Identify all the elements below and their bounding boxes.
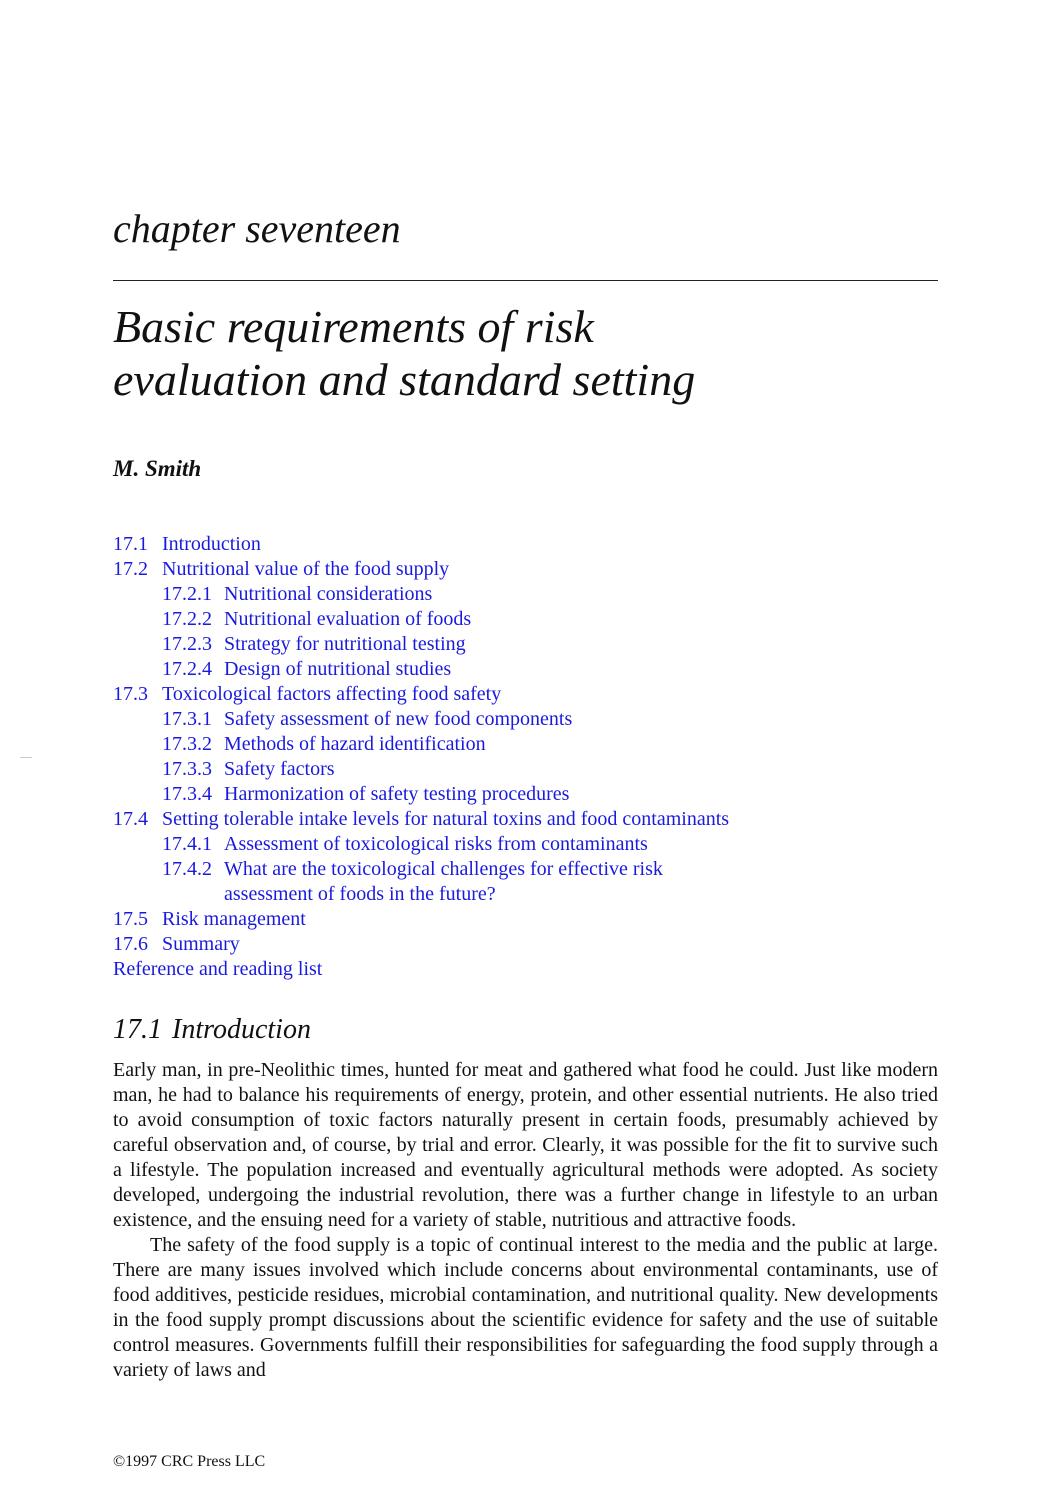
toc-item-17-3-4[interactable] — [113, 782, 938, 807]
toc-title: Nutritional evaluation of foods — [224, 608, 472, 630]
toc-title: What are the toxicological challenges for effective risk — [224, 858, 663, 880]
toc-title: Nutritional value of the food supply — [162, 558, 450, 580]
chapter-title-line: Basic requirements of risk — [113, 301, 594, 352]
body-paragraph: Early man, in pre-Neolithic times, hunted for meat and gathered what food he could. Just like modern man, he had to balance his requirements of energy, protein, and other essential nutrients. He also tried to avoid consumption of toxic factors naturally present in certain foods, presumably achieved by careful observation and, of course, by trial and error. Clearly, it was possible for the fit to survive such a lifestyle. The population increased and eventually agricultural methods were adopted. As society developed, undergoing the industrial revolution, there was a further change in lifestyle to an urban existence, and the ensuing need for a variety of stable, nutritious and attractive foods. — [113, 1059, 938, 1231]
toc-number: 17.2.1 — [162, 583, 212, 605]
body-paragraph: The safety of the food supply is a topic of continual interest to the media and the public at large. There are many issues involved which include concerns about environmental contaminants, use of food additives, pesticide residues, microbial contamination, and nutritional quality. New developments in the food supply prompt discussions about the scientific evidence for safety and the use of suitable control measures. Governments fulfill their responsibilities for safeguarding the food supply through a variety of laws and — [113, 1234, 938, 1381]
toc-number: 17.4.1 — [162, 833, 212, 855]
chapter-label: chapter seventeen — [113, 206, 401, 251]
copyright-footer: ©1997 CRC Press LLC — [113, 1453, 266, 1470]
margin-mark — [20, 757, 32, 758]
toc-item-17-3-2[interactable] — [113, 732, 938, 757]
toc-number: 17.4 — [113, 808, 148, 830]
toc-title: Strategy for nutritional testing — [224, 633, 466, 655]
toc-title: Risk management — [162, 908, 306, 930]
toc-item-17-2-4[interactable] — [113, 657, 938, 682]
toc-number: 17.6 — [113, 933, 148, 955]
toc-title: Safety assessment of new food components — [224, 708, 573, 730]
section-number: 17.1 — [113, 1014, 162, 1045]
toc-title: Design of nutritional studies — [224, 658, 452, 680]
toc-number: 17.1 — [113, 533, 148, 555]
toc-item-17-2-3[interactable] — [113, 632, 938, 657]
title-rule — [113, 280, 938, 281]
toc-item-17-4-2-continuation[interactable] — [113, 882, 938, 907]
toc-number: 17.3.4 — [162, 783, 212, 805]
toc-number: 17.5 — [113, 908, 148, 930]
toc-number: 17.2 — [113, 558, 148, 580]
toc-item-17-3-3[interactable] — [113, 757, 938, 782]
toc-number: 17.3.3 — [162, 758, 212, 780]
toc-title: Harmonization of safety testing procedures — [224, 783, 570, 805]
chapter-title — [113, 300, 938, 406]
toc-item-17-1[interactable] — [113, 532, 938, 557]
toc-number: 17.2.4 — [162, 658, 212, 680]
toc-number: 17.3.1 — [162, 708, 212, 730]
toc-item-17-3[interactable] — [113, 682, 938, 707]
toc-item-17-6[interactable] — [113, 932, 938, 957]
toc-item-17-2-2[interactable] — [113, 607, 938, 632]
toc-title: Toxicological factors affecting food safety — [162, 683, 502, 705]
toc-item-17-3-1[interactable] — [113, 707, 938, 732]
toc-number: 17.3 — [113, 683, 148, 705]
table-of-contents — [113, 532, 938, 982]
toc-title: Assessment of toxicological risks from contaminants — [224, 833, 648, 855]
toc-number: 17.2.3 — [162, 633, 212, 655]
section-title: Introduction — [172, 1014, 311, 1045]
toc-item-17-2-1[interactable] — [113, 582, 938, 607]
toc-title: Nutritional considerations — [224, 583, 433, 605]
toc-item-17-4-2[interactable] — [113, 857, 938, 882]
toc-title: Safety factors — [224, 758, 335, 780]
toc-title: Introduction — [162, 533, 261, 555]
toc-item-17-4[interactable] — [113, 807, 938, 832]
section-heading — [113, 1013, 311, 1047]
toc-item-references[interactable] — [113, 957, 938, 982]
author-name: M. Smith — [113, 456, 202, 481]
toc-title: Methods of hazard identification — [224, 733, 486, 755]
chapter-title-line: evaluation and standard setting — [113, 354, 696, 405]
toc-number: 17.2.2 — [162, 608, 212, 630]
toc-item-17-5[interactable] — [113, 907, 938, 932]
toc-item-17-2[interactable] — [113, 557, 938, 582]
toc-title-continuation: assessment of foods in the future? — [224, 883, 496, 905]
toc-item-17-4-1[interactable] — [113, 832, 938, 857]
section-body — [113, 1058, 938, 1383]
toc-title: Setting tolerable intake levels for natural toxins and food contaminants — [162, 808, 730, 830]
toc-number: 17.3.2 — [162, 733, 212, 755]
toc-title: Reference and reading list — [113, 958, 323, 980]
toc-title: Summary — [162, 933, 240, 955]
toc-number: 17.4.2 — [162, 858, 212, 880]
